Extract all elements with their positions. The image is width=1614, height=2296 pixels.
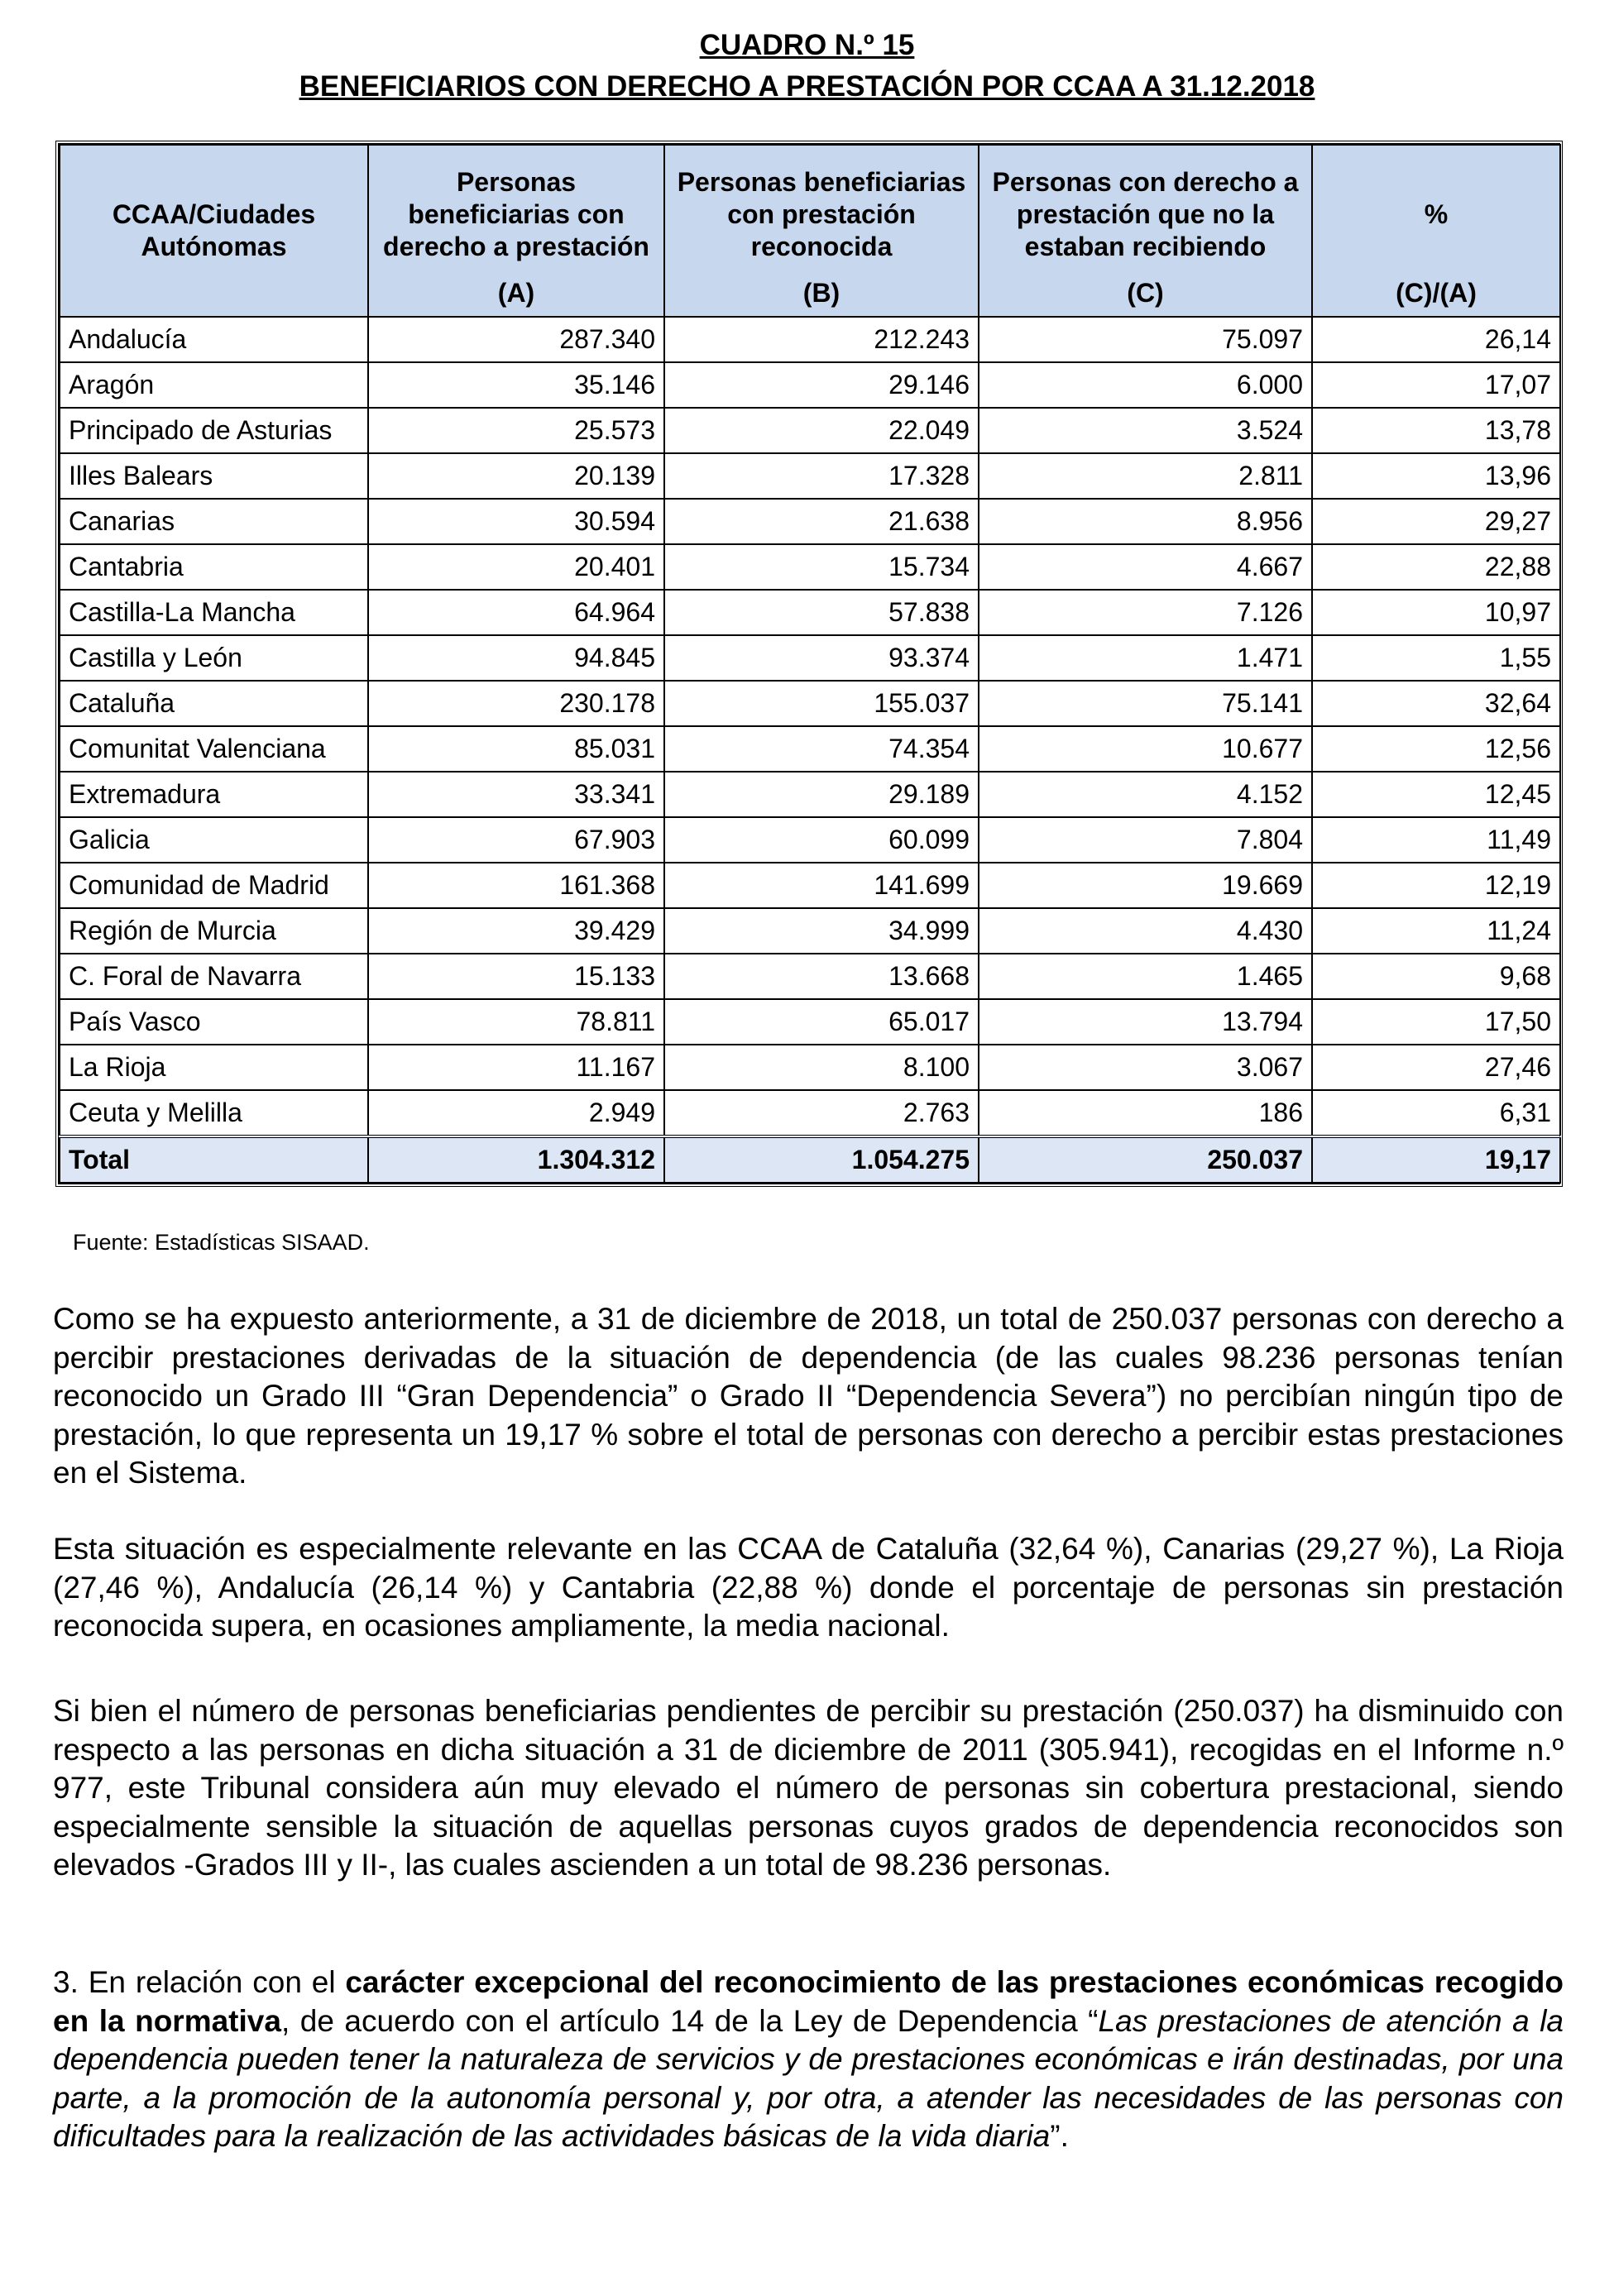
cell-c: 186: [979, 1090, 1312, 1136]
cell-pct: 9,68: [1312, 954, 1560, 999]
law-quote: Las prestaciones de atención a la dependencia pueden tener la naturaleza de servicios y de prestaciones económicas e irán destinadas, por una parte, a la promoción de la autonomía personal y, por otra, a atender las necesidades de las personas con dificultades para la realización de las actividades básicas de la vida diaria: [53, 2003, 1564, 2153]
cell-a: 30.594: [368, 499, 664, 544]
table-row: [60, 772, 1560, 817]
table-row: [60, 681, 1560, 726]
cell-a: 33.341: [368, 772, 664, 817]
cell-name: Principado de Asturias: [60, 408, 368, 453]
cell-name: País Vasco: [60, 999, 368, 1045]
cell-b: 74.354: [664, 726, 979, 772]
cell-a: 15.133: [368, 954, 664, 999]
cell-b: 212.243: [664, 317, 979, 362]
cell-c: 3.524: [979, 408, 1312, 453]
cell-pct: 26,14: [1312, 317, 1560, 362]
table-row: [60, 954, 1560, 999]
cell-name: Castilla-La Mancha: [60, 590, 368, 635]
cell-b: 2.763: [664, 1090, 979, 1136]
cell-pct: 12,19: [1312, 863, 1560, 908]
cell-c: 13.794: [979, 999, 1312, 1045]
cell-name: Total: [60, 1136, 368, 1183]
cell-b: 155.037: [664, 681, 979, 726]
cell-name: Cataluña: [60, 681, 368, 726]
table-row: [60, 317, 1560, 362]
cell-c: 4.152: [979, 772, 1312, 817]
cell-pct: 22,88: [1312, 544, 1560, 590]
cell-b: 57.838: [664, 590, 979, 635]
cell-pct: 17,07: [1312, 362, 1560, 408]
cell-b: 34.999: [664, 908, 979, 954]
cell-c: 6.000: [979, 362, 1312, 408]
cell-a: 25.573: [368, 408, 664, 453]
cell-a: 2.949: [368, 1090, 664, 1136]
paragraph-4: 3. En relación con el carácter excepcional del reconocimiento de las prestaciones económicas recogido en la normativa, de acuerdo con el artículo 14 de la Ley de Dependencia “Las prestaciones de atención a la dependencia pueden tener la naturaleza de servicios y de prestaciones económicas e irán destinadas, por una parte, a la promoción de la autonomía personal y, por otra, a atender las necesidades de las personas con dificultades para la realización de las actividades básicas de la vida diaria”.: [53, 1965, 1564, 2153]
cell-a: 20.401: [368, 544, 664, 590]
cell-b: 65.017: [664, 999, 979, 1045]
cell-b: 22.049: [664, 408, 979, 453]
cell-b: 15.734: [664, 544, 979, 590]
cell-c: 4.667: [979, 544, 1312, 590]
cell-pct: 19,17: [1312, 1136, 1560, 1183]
cell-name: Castilla y León: [60, 635, 368, 681]
cell-pct: 12,45: [1312, 772, 1560, 817]
cell-b: 1.054.275: [664, 1136, 979, 1183]
table-number: CUADRO N.º 15: [699, 29, 915, 61]
paragraph-2: Esta situación es especialmente relevante en las CCAA de Cataluña (32,64 %), Canarias (29,27 %), La Rioja (27,46 %), Andalucía (26,14 %) y Cantabria (22,88 %) donde el porcentaje de personas sin prestación reconocida supera, en ocasiones ampliamente, la media nacional.: [53, 1532, 1564, 1643]
cell-a: 67.903: [368, 817, 664, 863]
cell-a: 20.139: [368, 453, 664, 499]
cell-c: 250.037: [979, 1136, 1312, 1183]
table-row: [60, 908, 1560, 954]
cell-b: 8.100: [664, 1045, 979, 1090]
cell-b: 60.099: [664, 817, 979, 863]
table-row: [60, 453, 1560, 499]
cell-c: 7.804: [979, 817, 1312, 863]
table-row: [60, 817, 1560, 863]
header-pct: % (C)/(A): [1312, 145, 1560, 317]
table-row: [60, 726, 1560, 772]
header-a: Personas beneficiarias con derecho a prestación (A): [368, 145, 664, 317]
beneficiaries-table: [55, 141, 1563, 1187]
table-row: [60, 1090, 1560, 1136]
cell-name: Canarias: [60, 499, 368, 544]
table-row: [60, 544, 1560, 590]
table-row: [60, 408, 1560, 453]
header-c: Personas con derecho a prestación que no la estaban recibiendo (C): [979, 145, 1312, 317]
cell-a: 11.167: [368, 1045, 664, 1090]
cell-name: Región de Murcia: [60, 908, 368, 954]
source-note: Fuente: Estadísticas SISAAD.: [73, 1230, 370, 1255]
table-title: [0, 25, 1614, 108]
cell-name: Comunidad de Madrid: [60, 863, 368, 908]
paragraph-1: Como se ha expuesto anteriormente, a 31 de diciembre de 2018, un total de 250.037 personas con derecho a percibir prestaciones derivadas de la situación de dependencia (de las cuales 98.236 personas tenían reconocido un Grado III “Gran Dependencia” o Grado II “Dependencia Severa”) no percibían ningún tipo de prestación, lo que representa un 19,17 % sobre el total de personas con derecho a percibir estas prestaciones en el Sistema.: [53, 1302, 1564, 1490]
cell-b: 13.668: [664, 954, 979, 999]
table-row: [60, 362, 1560, 408]
cell-b: 29.146: [664, 362, 979, 408]
cell-a: 39.429: [368, 908, 664, 954]
cell-a: 35.146: [368, 362, 664, 408]
cell-name: Aragón: [60, 362, 368, 408]
cell-c: 4.430: [979, 908, 1312, 954]
cell-name: La Rioja: [60, 1045, 368, 1090]
cell-name: Cantabria: [60, 544, 368, 590]
table-row: [60, 1045, 1560, 1090]
table-row: [60, 635, 1560, 681]
cell-pct: 6,31: [1312, 1090, 1560, 1136]
cell-pct: 13,78: [1312, 408, 1560, 453]
table-row: [60, 999, 1560, 1045]
header-ccaa: CCAA/Ciudades Autónomas: [60, 145, 368, 317]
cell-c: 19.669: [979, 863, 1312, 908]
cell-a: 78.811: [368, 999, 664, 1045]
total-row: [60, 1136, 1560, 1183]
cell-pct: 11,24: [1312, 908, 1560, 954]
cell-name: C. Foral de Navarra: [60, 954, 368, 999]
cell-b: 141.699: [664, 863, 979, 908]
cell-pct: 29,27: [1312, 499, 1560, 544]
cell-c: 1.465: [979, 954, 1312, 999]
cell-pct: 13,96: [1312, 453, 1560, 499]
cell-c: 8.956: [979, 499, 1312, 544]
cell-c: 10.677: [979, 726, 1312, 772]
cell-pct: 32,64: [1312, 681, 1560, 726]
cell-name: Galicia: [60, 817, 368, 863]
emphasis-text: carácter excepcional del reconocimiento de las prestaciones económicas recogido en la normativa: [53, 1965, 1564, 2038]
cell-pct: 11,49: [1312, 817, 1560, 863]
cell-a: 161.368: [368, 863, 664, 908]
header-row: [60, 145, 1560, 317]
cell-b: 93.374: [664, 635, 979, 681]
paragraph-3: Si bien el número de personas beneficiarias pendientes de percibir su prestación (250.037) ha disminuido con respecto a las personas en dicha situación a 31 de diciembre de 2011 (305.941), recogidas en el Informe n.º 977, este Tribunal considera aún muy elevado el número de personas sin cobertura prestacional, siendo especialmente sensible la situación de aquellas personas cuyos grados de dependencia reconocidos son elevados -Grados III y II-, las cuales ascienden a un total de 98.236 personas.: [53, 1694, 1564, 1882]
cell-a: 64.964: [368, 590, 664, 635]
cell-name: Andalucía: [60, 317, 368, 362]
cell-c: 1.471: [979, 635, 1312, 681]
cell-b: 29.189: [664, 772, 979, 817]
table-row: [60, 590, 1560, 635]
table-caption: BENEFICIARIOS CON DERECHO A PRESTACIÓN POR CCAA A 31.12.2018: [299, 70, 1315, 103]
cell-a: 85.031: [368, 726, 664, 772]
cell-c: 75.097: [979, 317, 1312, 362]
cell-name: Ceuta y Melilla: [60, 1090, 368, 1136]
cell-pct: 10,97: [1312, 590, 1560, 635]
cell-name: Extremadura: [60, 772, 368, 817]
cell-pct: 12,56: [1312, 726, 1560, 772]
cell-b: 17.328: [664, 453, 979, 499]
cell-c: 75.141: [979, 681, 1312, 726]
header-b: Personas beneficiarias con prestación reconocida (B): [664, 145, 979, 317]
cell-pct: 17,50: [1312, 999, 1560, 1045]
table-body: [60, 317, 1560, 1183]
cell-pct: 27,46: [1312, 1045, 1560, 1090]
cell-c: 7.126: [979, 590, 1312, 635]
cell-pct: 1,55: [1312, 635, 1560, 681]
cell-a: 94.845: [368, 635, 664, 681]
cell-a: 287.340: [368, 317, 664, 362]
data-table: [59, 144, 1561, 1184]
cell-name: Illes Balears: [60, 453, 368, 499]
cell-b: 21.638: [664, 499, 979, 544]
cell-a: 230.178: [368, 681, 664, 726]
cell-a: 1.304.312: [368, 1136, 664, 1183]
table-row: [60, 863, 1560, 908]
table-row: [60, 499, 1560, 544]
cell-c: 3.067: [979, 1045, 1312, 1090]
cell-name: Comunitat Valenciana: [60, 726, 368, 772]
cell-c: 2.811: [979, 453, 1312, 499]
